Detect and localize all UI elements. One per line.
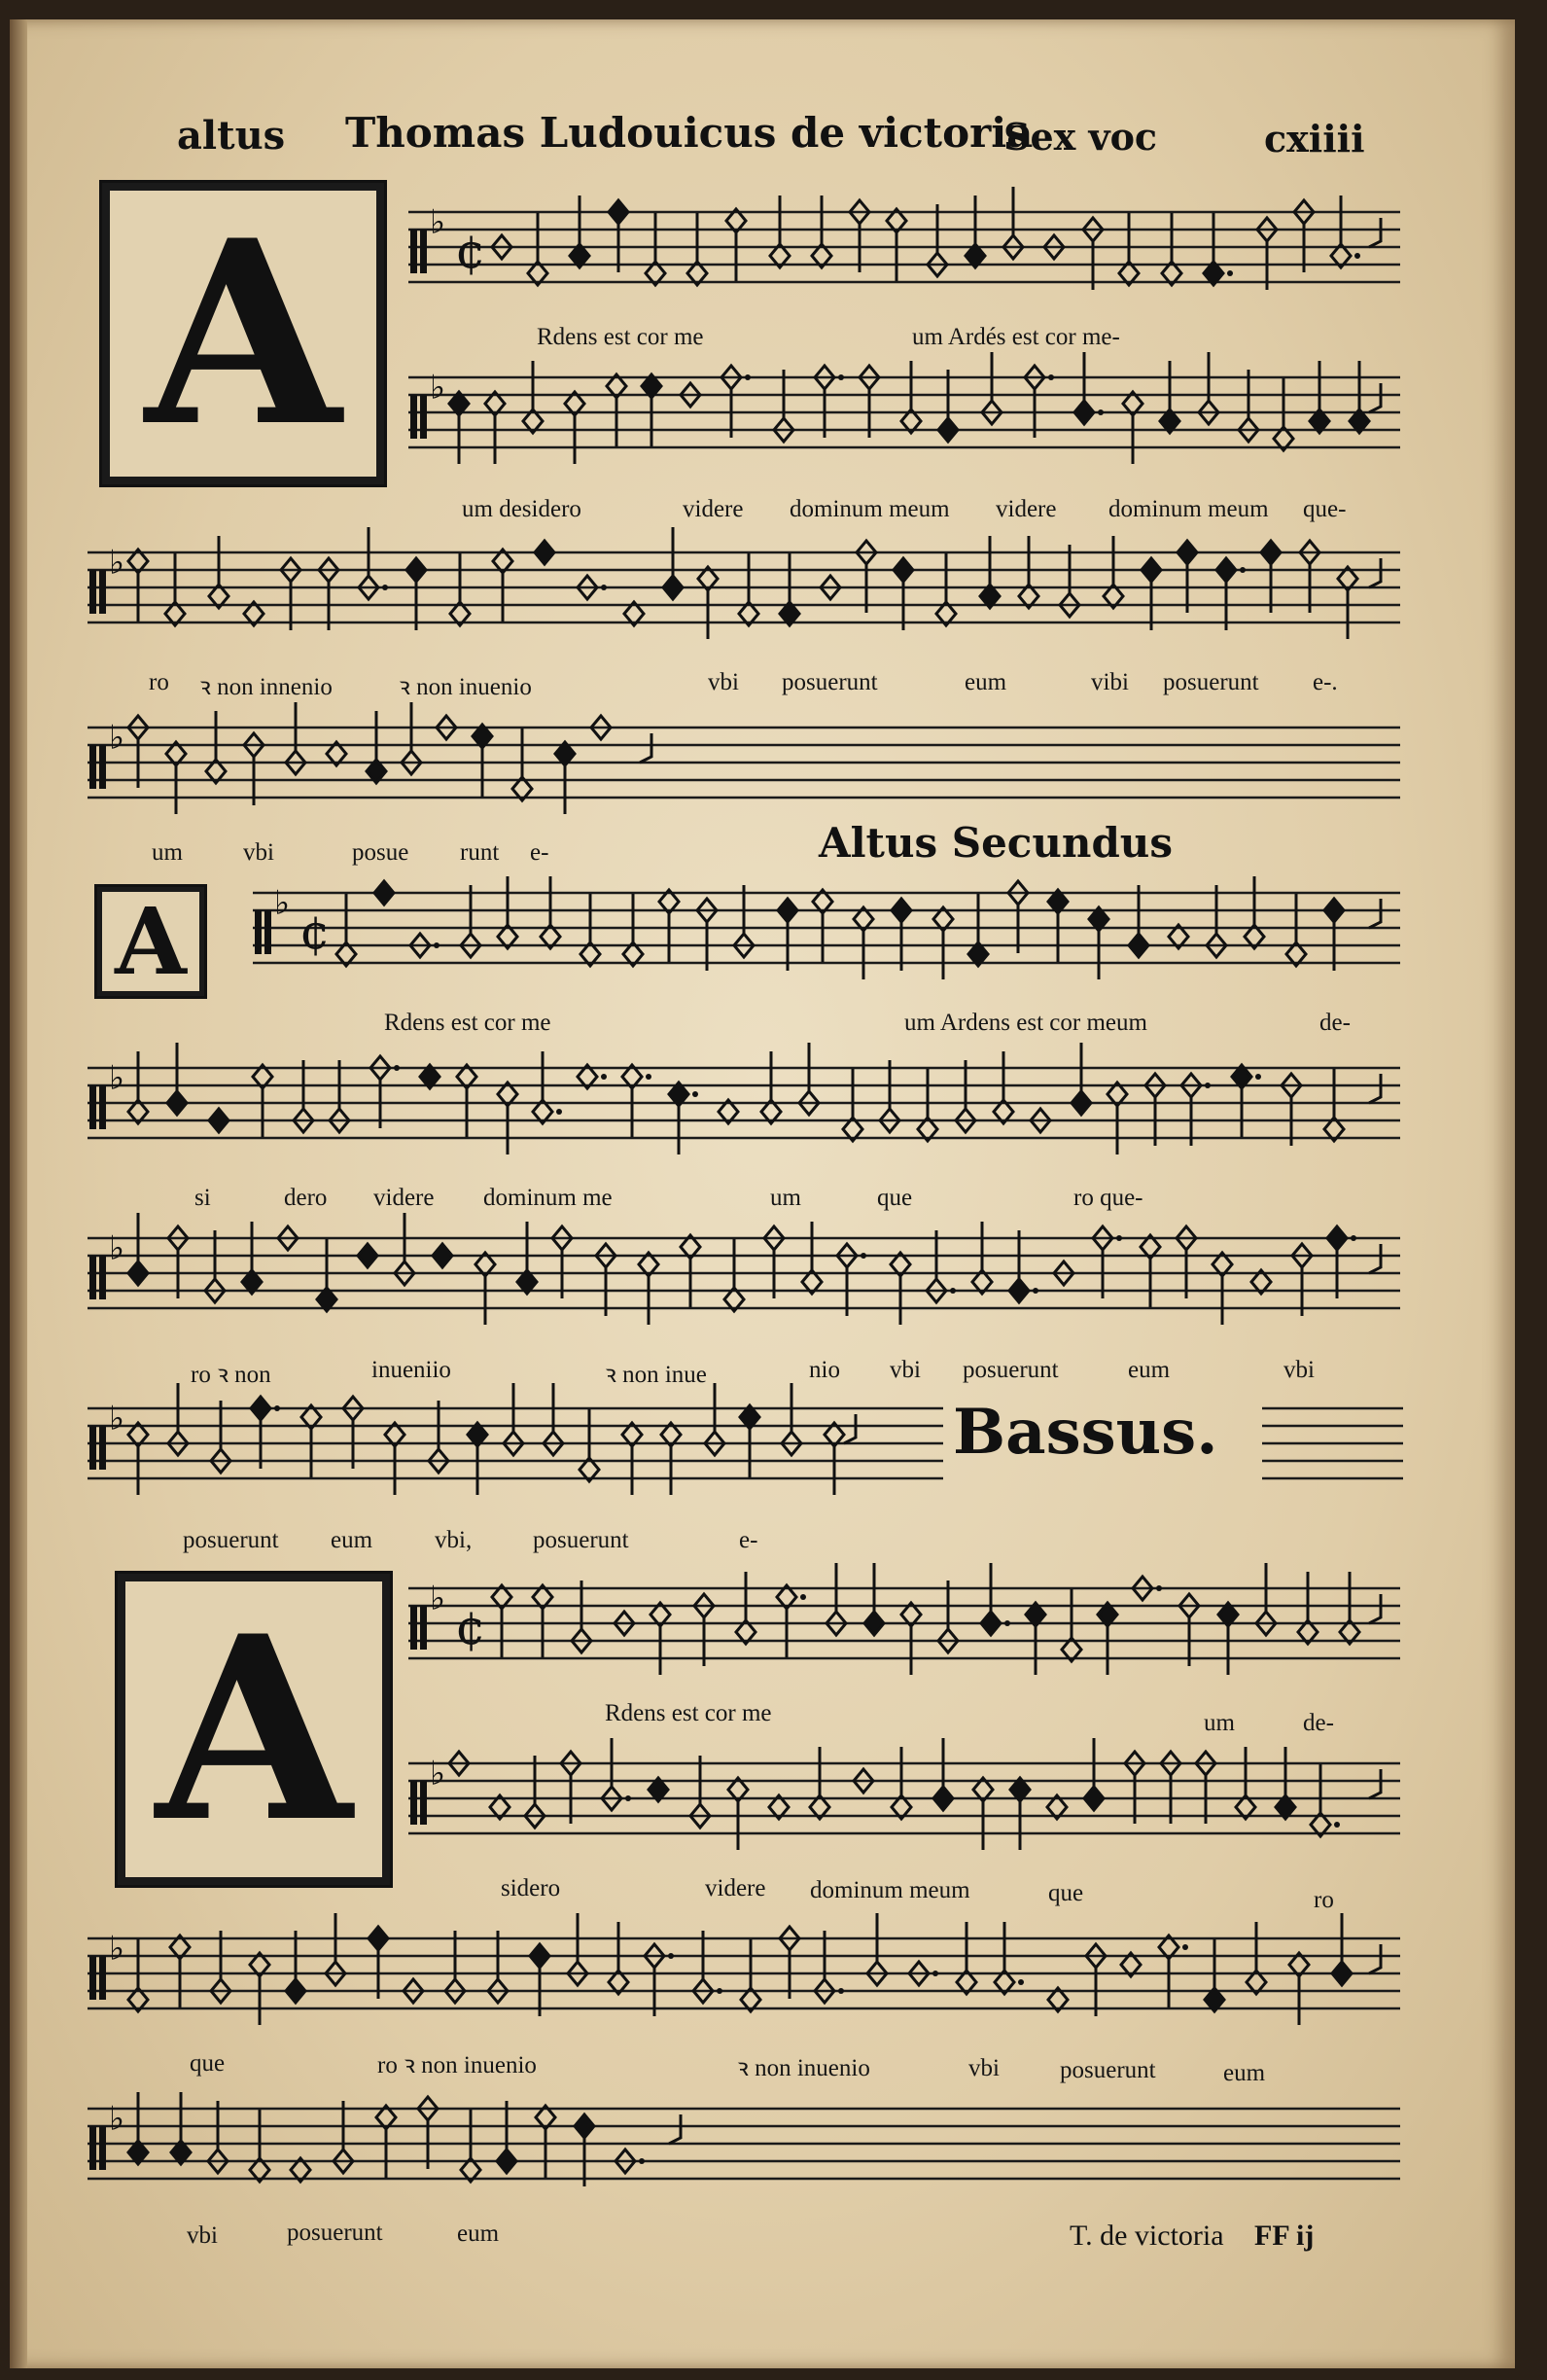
svg-text:♭: ♭ [430, 1754, 446, 1794]
staff-2 [408, 350, 1400, 477]
lyric: videre [683, 496, 744, 522]
lyric: um [152, 839, 183, 866]
lyric: videre [373, 1185, 435, 1211]
lyric: dominum me [483, 1185, 613, 1211]
lyric: e-. [1313, 669, 1338, 695]
lyric: que- [1303, 496, 1347, 522]
lyric: eum [965, 669, 1007, 695]
svg-text:♭: ♭ [430, 202, 446, 242]
lyric: dominum meum [810, 1877, 970, 1903]
lyric: si [194, 1185, 211, 1211]
lyric: dominum meum [1108, 496, 1269, 522]
lyric: posuerunt [963, 1357, 1059, 1383]
svg-text:♭: ♭ [274, 883, 291, 923]
initial-letter: A [115, 887, 187, 996]
svg-text:♭: ♭ [109, 1929, 125, 1969]
lyric: vbi [243, 839, 274, 866]
svg-text:♭: ♭ [109, 1228, 125, 1268]
svg-text:♭: ♭ [109, 1058, 125, 1098]
svg-text:♭: ♭ [109, 2099, 125, 2139]
lyric: ro que- [1073, 1185, 1143, 1211]
decorated-initial-altus [99, 180, 387, 487]
bassus-empty-staff [1262, 1381, 1403, 1508]
staff-12 [88, 2081, 1400, 2208]
lyric: eum [1223, 2060, 1266, 2086]
lyric: um [770, 1185, 801, 1211]
svg-text:¢: ¢ [455, 223, 486, 280]
lyric: ro ꝛ non [191, 1362, 271, 1388]
lyric: posuerunt [533, 1527, 629, 1553]
lyric: Rdens est cor me [537, 324, 704, 350]
staff-4 [88, 700, 1400, 827]
lyric: videre [996, 496, 1057, 522]
svg-text:♭: ♭ [430, 368, 446, 408]
staff-8 [88, 1381, 943, 1508]
lyric: sidero [501, 1875, 561, 1901]
svg-text:♭: ♭ [109, 718, 125, 758]
lyric: de- [1319, 1010, 1351, 1036]
lyric: um desidero [462, 496, 581, 522]
lyric: que [190, 2050, 226, 2077]
bassus-title: Bassus. [953, 1396, 1218, 1469]
lyric: que [1048, 1880, 1084, 1906]
lyric: vbi [968, 2055, 1000, 2081]
lyric: ꝛ non inuenio [399, 674, 532, 700]
lyric: posue [352, 839, 409, 866]
lyric: ro ꝛ non inuenio [377, 2052, 537, 2078]
lyric: videre [705, 1875, 766, 1901]
lyric: nio [809, 1357, 840, 1383]
lyric: vbi [187, 2222, 218, 2249]
lyric: posuerunt [782, 669, 878, 695]
staff-7 [88, 1211, 1400, 1337]
staff-6 [88, 1041, 1400, 1167]
lyric: vibi [1091, 669, 1129, 695]
staff-1 [408, 185, 1400, 311]
decorated-initial-altus-secundus [94, 884, 207, 999]
lyric: ro [1314, 1887, 1334, 1913]
composer-heading: Thomas Ludouicus de victoria [345, 109, 1034, 157]
lyric: vbi [708, 669, 739, 695]
staff-3 [88, 525, 1400, 652]
altus-secundus-title: Altus Secundus [819, 819, 1173, 867]
lyric: dominum meum [790, 496, 950, 522]
lyric: posuerunt [1163, 669, 1259, 695]
lyric: Rdens est cor me [605, 1700, 772, 1726]
lyric: posuerunt [1060, 2057, 1156, 2083]
lyric: inueniio [371, 1357, 451, 1383]
lyric: dero [284, 1185, 328, 1211]
staff-11 [88, 1911, 1400, 2038]
lyric: um [1204, 1710, 1235, 1736]
initial-letter: A [156, 1581, 352, 1878]
svg-text:♭: ♭ [109, 543, 125, 583]
folio-number: cxiiii [1264, 117, 1365, 160]
lyric: e- [739, 1527, 758, 1553]
svg-text:¢: ¢ [455, 1599, 486, 1656]
book-page [10, 19, 1515, 2368]
svg-text:¢: ¢ [299, 904, 331, 961]
staff-10 [408, 1736, 1400, 1863]
lyric: eum [1128, 1357, 1171, 1383]
lyric: um Ardés est cor me- [912, 324, 1120, 350]
lyric: e- [530, 839, 549, 866]
voices-heading: Sex voc [1003, 115, 1158, 159]
staff-9 [408, 1561, 1400, 1687]
signature-footer: T. de victoria [1070, 2220, 1224, 2252]
decorated-initial-bassus [115, 1571, 393, 1888]
lyric: runt [460, 839, 500, 866]
lyric: ꝛ non inue [605, 1362, 707, 1388]
svg-text:♭: ♭ [430, 1579, 446, 1618]
lyric: de- [1303, 1710, 1334, 1736]
lyric: ro [149, 669, 169, 695]
lyric: vbi, [435, 1527, 473, 1553]
page-gutter [10, 19, 27, 2368]
svg-text:♭: ♭ [109, 1399, 125, 1439]
lyric: vbi [1283, 1357, 1315, 1383]
lyric: vbi [890, 1357, 921, 1383]
lyric: Rdens est cor me [384, 1010, 551, 1036]
signature-mark: FF ij [1254, 2220, 1315, 2252]
initial-letter: A [145, 185, 341, 482]
lyric: que [877, 1185, 913, 1211]
staff-5 [253, 866, 1400, 992]
lyric: ꝛ non innenio [199, 674, 333, 700]
lyric: um Ardens est cor meum [904, 1010, 1147, 1036]
lyric: eum [331, 1527, 373, 1553]
lyric: eum [457, 2220, 500, 2247]
lyric: ꝛ non inuenio [737, 2055, 870, 2081]
lyric: posuerunt [287, 2220, 383, 2246]
lyric: posuerunt [183, 1527, 279, 1553]
voice-part-heading: altus [177, 113, 286, 159]
